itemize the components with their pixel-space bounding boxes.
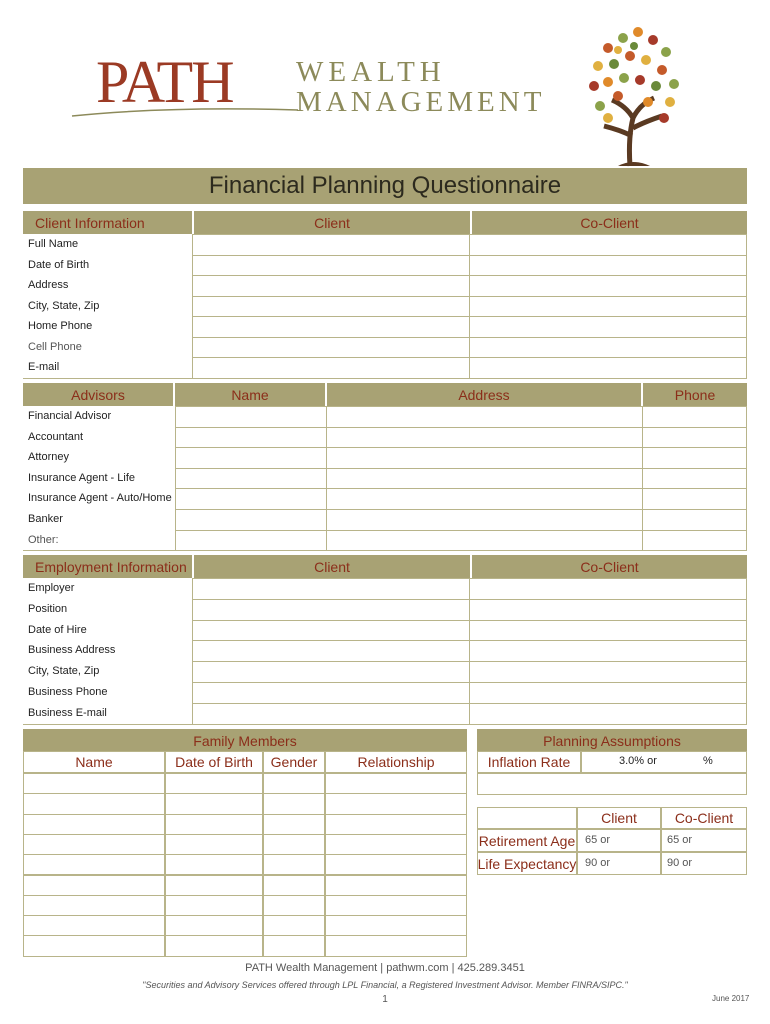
family-dob-input[interactable]: [165, 834, 263, 855]
family-relationship-input[interactable]: [325, 895, 467, 916]
family-name-input[interactable]: [23, 935, 165, 956]
family-relationship-input[interactable]: [325, 915, 467, 936]
client-info-client-input[interactable]: [192, 234, 470, 256]
advisor-row-label: Financial Advisor: [28, 410, 112, 422]
employment-coclient-header: Co-Client: [580, 559, 639, 575]
family-gender-input[interactable]: [263, 935, 325, 956]
family-dob-header: Date of Birth: [175, 754, 253, 770]
client-info-row-label: City, State, Zip: [28, 299, 100, 312]
advisor-row: [23, 530, 747, 551]
client-info-row: [23, 255, 747, 276]
advisor-row-label: Attorney: [28, 451, 69, 464]
family-gender-input[interactable]: [263, 814, 325, 835]
ages-table: [477, 807, 747, 875]
advisor-row: [23, 406, 747, 427]
client-info-row-label: E-mail: [28, 361, 60, 373]
family-name-input[interactable]: [23, 895, 165, 916]
advisor-address-input[interactable]: [326, 509, 643, 531]
employment-coclient-input[interactable]: [469, 620, 747, 642]
advisor-name-input[interactable]: [175, 530, 327, 552]
employment-coclient-input[interactable]: [469, 682, 747, 704]
life-client-default: 90 or: [585, 857, 611, 869]
family-name-input[interactable]: [23, 875, 165, 896]
employment-client-input[interactable]: [192, 578, 470, 600]
employment-row-label: Business Phone: [28, 686, 108, 698]
inflation-row: [477, 751, 747, 773]
advisor-row: [23, 509, 747, 530]
advisor-address-input[interactable]: [326, 406, 643, 428]
family-gender-input[interactable]: [263, 854, 325, 875]
footer-disclaimer: "Securities and Advisory Services offered through LPL Financial, a Registered Investment Advisor. Member FINRA/SIPC.": [142, 980, 628, 990]
advisor-row: [23, 427, 747, 448]
advisor-name-input[interactable]: [175, 427, 327, 449]
retirement-coclient-default: 65 or: [667, 834, 693, 846]
family-relationship-input[interactable]: [325, 834, 467, 855]
tree-logo-icon: [578, 18, 688, 168]
advisor-phone-header: Phone: [674, 387, 716, 403]
client-info-row-label: Full Name: [28, 238, 79, 250]
employment-coclient-input[interactable]: [469, 703, 747, 725]
advisor-row: [23, 488, 747, 509]
title-bar: [23, 168, 747, 204]
family-dob-input[interactable]: [165, 854, 263, 875]
family-gender-header: Gender: [270, 754, 318, 770]
employment-row-label: Position: [28, 602, 68, 615]
client-info-row-label: Cell Phone: [28, 340, 82, 353]
family-name-input[interactable]: [23, 773, 165, 794]
life-coclient-default: 90 or: [667, 857, 693, 869]
client-info-client-input[interactable]: [192, 296, 470, 318]
logo-wealth-text: WEALTH: [296, 56, 446, 88]
client-info-header: [23, 211, 747, 235]
family-dob-input[interactable]: [165, 875, 263, 896]
client-info-client-input[interactable]: [192, 255, 470, 277]
client-info-coclient-input[interactable]: [469, 275, 747, 297]
client-info-row-label: Address: [28, 279, 69, 291]
family-name-input[interactable]: [23, 915, 165, 936]
family-name-input[interactable]: [23, 854, 165, 875]
advisor-phone-input[interactable]: [642, 427, 747, 449]
retirement-client-default: 65 or: [585, 834, 611, 846]
advisor-address-input[interactable]: [326, 447, 643, 469]
family-row: [23, 773, 467, 793]
advisor-name-header: Name: [231, 387, 269, 403]
advisor-row-label: Other:: [28, 533, 59, 546]
client-info-row: [23, 275, 747, 296]
advisor-phone-input[interactable]: [642, 530, 747, 552]
client-info-client-input[interactable]: [192, 357, 470, 379]
employment-row: [23, 578, 747, 599]
employment-row: [23, 599, 747, 620]
advisor-row-label: Accountant: [28, 430, 84, 443]
client-info-client-input[interactable]: [192, 275, 470, 297]
family-name-input[interactable]: [23, 814, 165, 835]
client-info-row: [23, 337, 747, 358]
footer-contact: PATH Wealth Management | pathwm.com | 425.289.3451: [245, 962, 525, 974]
employment-client-input[interactable]: [192, 661, 470, 683]
inflation-input[interactable]: [581, 751, 747, 773]
client-info-row: [23, 296, 747, 317]
family-relationship-header: Relationship: [357, 754, 435, 770]
life-expectancy-label: Life Expectancy: [477, 856, 577, 872]
client-info-client-input[interactable]: [192, 316, 470, 338]
advisor-address-header: Address: [458, 387, 510, 403]
family-row: [23, 814, 467, 834]
family-gender-input[interactable]: [263, 834, 325, 855]
employment-row: [23, 620, 747, 641]
family-title: Family Members: [193, 733, 297, 749]
advisor-name-input[interactable]: [175, 468, 327, 490]
family-relationship-input[interactable]: [325, 854, 467, 875]
advisor-name-input[interactable]: [175, 488, 327, 510]
client-info-client-input[interactable]: [192, 337, 470, 359]
employment-row: [23, 703, 747, 724]
inflation-default: 3.0% or: [619, 755, 657, 767]
inflation-label: Inflation Rate: [487, 754, 571, 770]
family-name-header: Name: [75, 754, 113, 770]
family-row: [23, 854, 467, 874]
client-info-row-label: Home Phone: [28, 320, 93, 332]
page-title: Financial Planning Questionnaire: [208, 172, 562, 199]
ages-client-header: Client: [601, 810, 637, 826]
advisor-row-label: Banker: [28, 513, 63, 525]
employment-row-label: Date of Hire: [28, 623, 87, 636]
client-info-row: [23, 234, 747, 255]
employment-row-label: City, State, Zip: [28, 665, 100, 678]
employment-client-input[interactable]: [192, 703, 470, 725]
family-dob-input[interactable]: [165, 895, 263, 916]
client-info-row: [23, 316, 747, 337]
client-info-coclient-input[interactable]: [469, 255, 747, 277]
advisor-address-input[interactable]: [326, 468, 643, 490]
advisor-address-input[interactable]: [326, 427, 643, 449]
advisor-name-input[interactable]: [175, 447, 327, 469]
advisor-address-input[interactable]: [326, 530, 643, 552]
employment-row-label: Business Address: [28, 644, 116, 657]
family-relationship-input[interactable]: [325, 814, 467, 835]
employment-row: [23, 640, 747, 661]
employment-client-header: Client: [314, 559, 350, 575]
employment-row: [23, 682, 747, 703]
advisor-row-label: Insurance Agent - Auto/Home: [28, 492, 172, 505]
family-dob-input[interactable]: [165, 814, 263, 835]
footer-date: June 2017: [712, 994, 750, 1003]
client-info-title: Client Information: [35, 215, 145, 231]
family-row: [23, 875, 467, 895]
advisor-row: [23, 468, 747, 489]
ages-coclient-header: Co-Client: [674, 810, 734, 826]
family-relationship-input[interactable]: [325, 793, 467, 814]
client-info-coclient-input[interactable]: [469, 357, 747, 379]
logo-path-text: PATH: [96, 49, 233, 115]
family-dob-input[interactable]: [165, 915, 263, 936]
logo-management-text: MANAGEMENT: [296, 86, 546, 118]
employment-client-input[interactable]: [192, 620, 470, 642]
employment-client-input[interactable]: [192, 599, 470, 621]
family-gender-input[interactable]: [263, 875, 325, 896]
client-info-coclient-input[interactable]: [469, 337, 747, 359]
family-name-input[interactable]: [23, 834, 165, 855]
page-number: 1: [382, 994, 388, 1005]
family-row: [23, 834, 467, 854]
advisors-title: Advisors: [71, 387, 125, 403]
client-info-coclient-input[interactable]: [469, 316, 747, 338]
employment-header: [23, 555, 747, 579]
family-relationship-input[interactable]: [325, 935, 467, 956]
advisor-name-input[interactable]: [175, 406, 327, 428]
family-dob-input[interactable]: [165, 793, 263, 814]
family-name-input[interactable]: [23, 793, 165, 814]
employment-row: [23, 661, 747, 682]
family-relationship-input[interactable]: [325, 875, 467, 896]
employment-coclient-input[interactable]: [469, 599, 747, 621]
employment-client-input[interactable]: [192, 682, 470, 704]
planning-blank-row: [477, 773, 747, 795]
family-row: [23, 935, 467, 955]
advisor-address-input[interactable]: [326, 488, 643, 510]
advisor-row-label: Insurance Agent - Life: [28, 471, 136, 484]
client-info-coclient-input[interactable]: [469, 296, 747, 318]
employment-row-label: Business E-mail: [28, 706, 107, 719]
family-gender-input[interactable]: [263, 773, 325, 794]
client-info-row-label: Date of Birth: [28, 258, 90, 271]
employment-title: Employment Information: [35, 559, 187, 575]
family-relationship-input[interactable]: [325, 773, 467, 794]
advisors-header: [23, 383, 747, 407]
advisor-phone-input[interactable]: [642, 488, 747, 510]
employment-coclient-input[interactable]: [469, 578, 747, 600]
retirement-label: Retirement Age: [478, 833, 576, 849]
family-columns: [23, 751, 467, 773]
family-gender-input[interactable]: [263, 793, 325, 814]
coclient-col-header: Co-Client: [580, 215, 639, 231]
family-row: [23, 915, 467, 935]
employment-client-input[interactable]: [192, 640, 470, 662]
employment-coclient-input[interactable]: [469, 640, 747, 662]
client-col-header: Client: [314, 215, 350, 231]
logo-swoosh: [70, 104, 300, 118]
family-gender-input[interactable]: [263, 915, 325, 936]
advisor-phone-input[interactable]: [642, 406, 747, 428]
family-row: [23, 793, 467, 813]
family-gender-input[interactable]: [263, 895, 325, 916]
planning-title: Planning Assumptions: [543, 733, 681, 749]
client-info-coclient-input[interactable]: [469, 234, 747, 256]
employment-row-label: Employer: [28, 582, 75, 594]
family-dob-input[interactable]: [165, 935, 263, 956]
employment-coclient-input[interactable]: [469, 661, 747, 683]
advisor-phone-input[interactable]: [642, 468, 747, 490]
client-info-row: [23, 357, 747, 378]
advisor-phone-input[interactable]: [642, 509, 747, 531]
advisor-phone-input[interactable]: [642, 447, 747, 469]
family-row: [23, 895, 467, 915]
percent-sign: %: [703, 755, 713, 767]
advisor-name-input[interactable]: [175, 509, 327, 531]
advisor-row: [23, 447, 747, 468]
family-dob-input[interactable]: [165, 773, 263, 794]
